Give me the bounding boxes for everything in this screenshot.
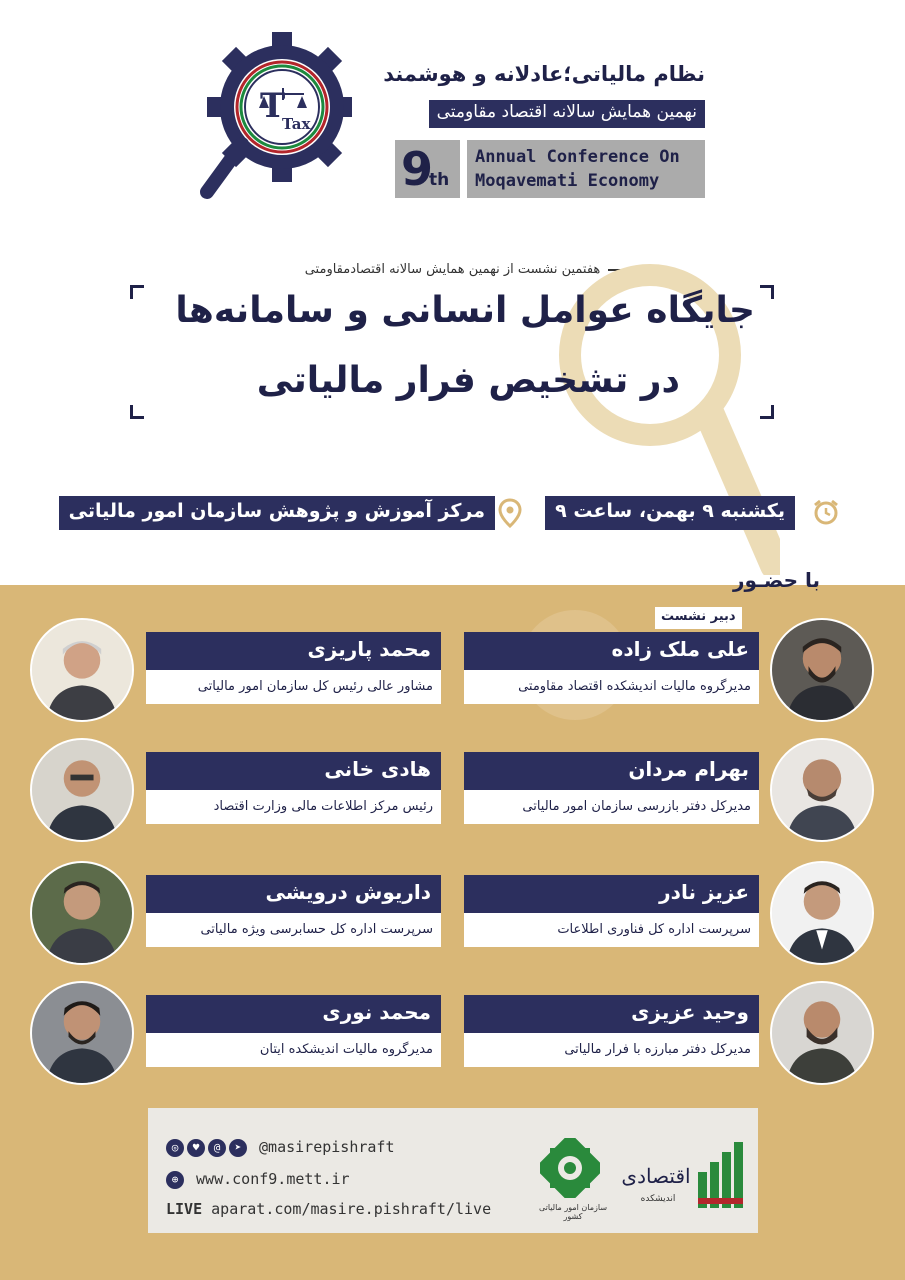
speaker-avatar xyxy=(770,981,874,1085)
conference-slogan: نظام مالیاتی؛عادلانه و هوشمند xyxy=(383,62,705,86)
event-location: مرکز آموزش و پژوهش سازمان امور مالیاتی xyxy=(59,496,495,530)
speaker-card xyxy=(146,875,441,947)
live-row xyxy=(166,1200,491,1218)
tax-gear-logo xyxy=(192,32,352,202)
logo-tax-text: Tax xyxy=(282,115,311,133)
speaker-card xyxy=(464,632,759,704)
speaker-role: سرپرست اداره کل فناوری اطلاعات xyxy=(464,913,759,947)
telegram-icon[interactable]: ➤ xyxy=(229,1139,247,1157)
speaker-card xyxy=(146,752,441,824)
speaker-card xyxy=(464,752,759,824)
english-title-line2: Moqavemati Economy xyxy=(475,171,660,191)
social-row xyxy=(166,1138,395,1157)
speaker-card xyxy=(146,632,441,704)
speaker-role: مدیرگروه مالیات اندیشکده اقتصاد مقاومتی xyxy=(464,670,759,704)
speaker-name: بهرام مردان xyxy=(464,752,759,790)
tax-organization-caption: سازمان امور مالیاتی کشور xyxy=(538,1203,608,1221)
social-handle[interactable]: @masirepishraft xyxy=(259,1138,395,1156)
speaker-role: مدیرکل دفتر بازرسی سازمان امور مالیاتی xyxy=(464,790,759,824)
speaker-name: محمد نوری xyxy=(146,995,441,1033)
speaker-role: مشاور عالی رئیس کل سازمان امور مالیاتی xyxy=(146,670,441,704)
speaker-name: عزیز نادر xyxy=(464,875,759,913)
edition-number: 9 xyxy=(401,142,434,196)
speaker-avatar xyxy=(30,861,134,965)
speaker-card xyxy=(146,995,441,1067)
speaker-card xyxy=(464,995,759,1067)
event-headline-line1: جایگاه عوامل انسانی و سامانه‌ها xyxy=(175,290,755,331)
alarm-clock-icon xyxy=(812,498,840,526)
speaker-avatar xyxy=(770,618,874,722)
bracket-corner xyxy=(130,405,144,419)
session-note-text: هفتمین نشست از نهمین همایش سالانه اقتصادمقاومتی xyxy=(304,262,601,277)
speaker-name: هادی خانی xyxy=(146,752,441,790)
speaker-avatar xyxy=(30,981,134,1085)
speaker-name: محمد پاریزی xyxy=(146,632,441,670)
bracket-corner xyxy=(760,285,774,299)
brand-logo-text: اقتصادی xyxy=(621,1164,691,1188)
edition-badge xyxy=(395,140,460,198)
bracket-corner xyxy=(130,285,144,299)
speaker-role: مدیرکل دفتر مبارزه با فرار مالیاتی xyxy=(464,1033,759,1067)
moderator-label: دبیر نشست xyxy=(655,607,742,629)
speaker-avatar xyxy=(30,618,134,722)
speaker-avatar xyxy=(30,738,134,842)
globe-icon: ⊕ xyxy=(166,1171,184,1189)
bracket-corner xyxy=(760,405,774,419)
event-headline-line2: در تشخیص فرار مالیاتی xyxy=(256,360,680,401)
english-title-line1: Annual Conference On xyxy=(475,147,680,167)
speaker-name: داریوش درویشی xyxy=(146,875,441,913)
tax-organization-logo xyxy=(540,1138,600,1198)
brand-logo-caption: اندیشکده xyxy=(640,1194,676,1204)
svg-text:T: T xyxy=(260,86,286,126)
speaker-avatar xyxy=(770,861,874,965)
english-title-box xyxy=(467,140,705,198)
conference-subtitle: نهمین همایش سالانه اقتصاد مقاومتی xyxy=(429,100,705,128)
attendees-heading: با حضـور xyxy=(733,568,820,592)
speaker-role: رئیس مرکز اطلاعات مالی وزارت اقتصاد xyxy=(146,790,441,824)
location-pin-icon xyxy=(498,498,522,528)
poster-top-section xyxy=(0,0,905,585)
website-link[interactable]: www.conf9.mett.ir xyxy=(196,1170,350,1188)
live-link[interactable]: aparat.com/masire.pishraft/live xyxy=(211,1200,492,1218)
at-icon[interactable]: @ xyxy=(208,1139,226,1157)
live-label: LIVE xyxy=(166,1200,203,1218)
edition-suffix: th xyxy=(429,170,450,190)
speaker-card xyxy=(464,875,759,947)
event-datetime: یکشنبه ۹ بهمن، ساعت ۹ xyxy=(545,496,795,530)
footer-panel xyxy=(148,1108,758,1233)
website-row xyxy=(166,1170,350,1189)
speaker-role: سرپرست اداره کل حسابرسی ویژه مالیاتی xyxy=(146,913,441,947)
speaker-avatar xyxy=(770,738,874,842)
speaker-name: علی ملک زاده xyxy=(464,632,759,670)
heart-icon[interactable]: ♥ xyxy=(187,1139,205,1157)
instagram-icon[interactable]: ◎ xyxy=(166,1139,184,1157)
brand-bars-logo xyxy=(696,1142,744,1208)
speaker-name: وحید عزیزی xyxy=(464,995,759,1033)
speaker-role: مدیرگروه مالیات اندیشکده ایتان xyxy=(146,1033,441,1067)
